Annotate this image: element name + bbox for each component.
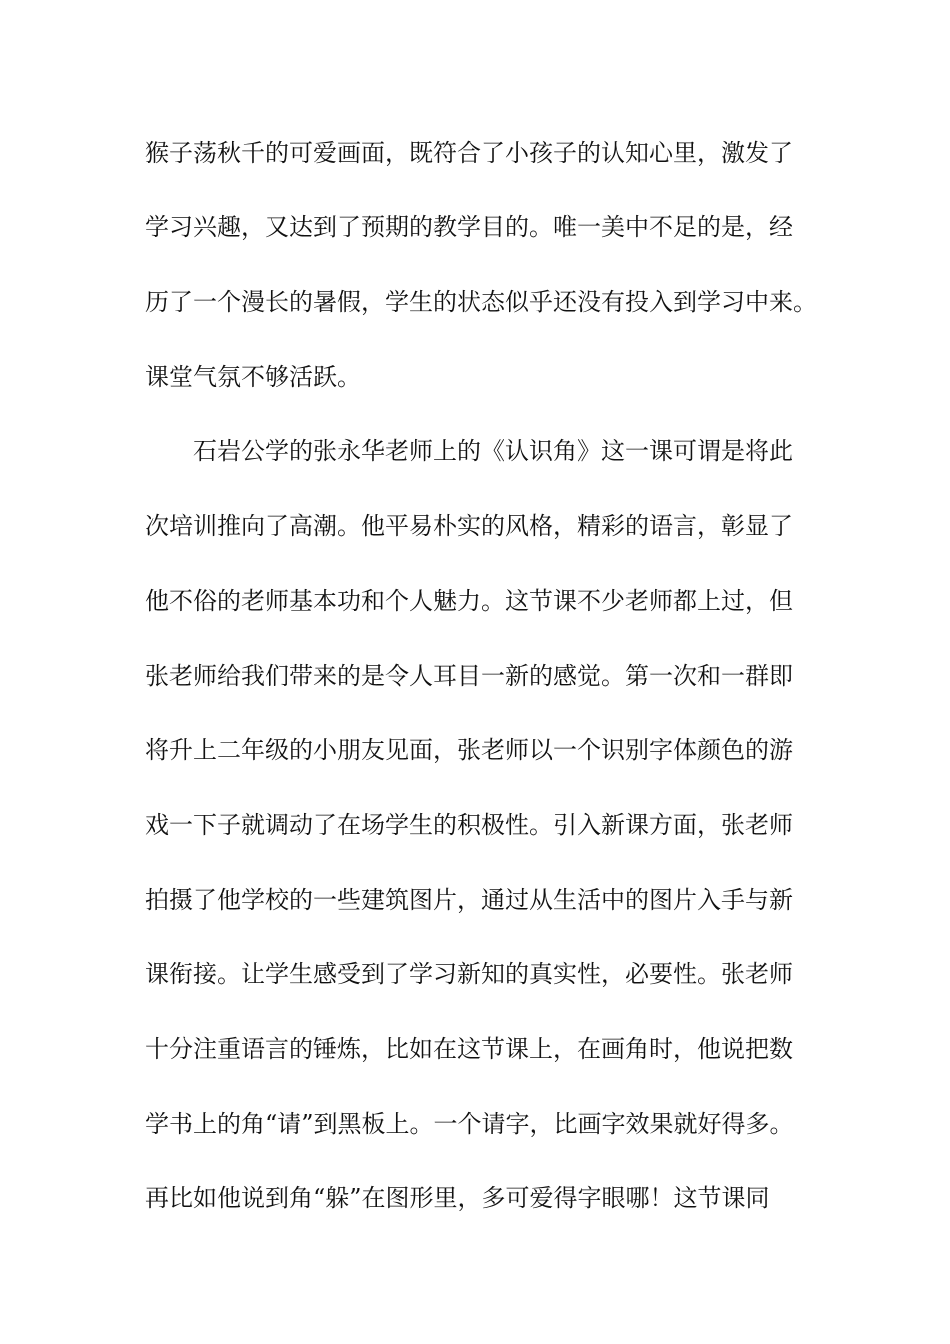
text-line-content: 历了一个漫长的暑假，学生的状态似乎还没有投入到学习中来。 [145,288,817,316]
text-line [0,880,950,920]
text-line-content: 他不俗的老师基本功和个人魅力。这节课不少老师都上过，但 [145,587,793,615]
text-line [0,1029,950,1069]
text-line [0,1178,950,1218]
text-line [0,730,950,770]
text-line [0,581,950,621]
text-line [0,805,950,845]
text-line-content: 十分注重语言的锤炼，比如在这节课上，在画角时，他说把数 [145,1035,793,1063]
text-line-content: 张老师给我们带来的是令人耳目一新的感觉。第一次和一群即 [145,662,793,690]
text-line-content: 再比如他说到角“躲”在图形里，多可爱得字眼哪！这节课同 [145,1184,770,1212]
text-line-content: 课堂气氛不够活跃。 [145,363,361,391]
text-line [0,506,950,546]
text-line [0,1104,950,1144]
text-line-content: 学习兴趣，又达到了预期的教学目的。唯一美中不足的是，经 [145,213,793,241]
text-line [0,954,950,994]
text-line [0,282,950,322]
text-line-content: 石岩公学的张永华老师上的《认识角》这一课可谓是将此 [193,437,793,465]
paragraph-first-line [0,431,950,471]
text-line [0,207,950,247]
text-line-content: 戏一下子就调动了在场学生的积极性。引入新课方面，张老师 [145,811,793,839]
text-line [0,656,950,696]
text-line-content: 猴子荡秋千的可爱画面，既符合了小孩子的认知心里，激发了 [145,139,793,167]
text-line-content: 次培训推向了高潮。他平易朴实的风格，精彩的语言，彰显了 [145,512,793,540]
text-line [0,133,950,173]
text-line-content: 学书上的角“请”到黑板上。一个请字，比画字效果就好得多。 [145,1110,794,1138]
text-line-content: 拍摄了他学校的一些建筑图片，通过从生活中的图片入手与新 [145,886,793,914]
text-line-content: 将升上二年级的小朋友见面，张老师以一个识别字体颜色的游 [145,736,793,764]
text-line-content: 课衔接。让学生感受到了学习新知的真实性，必要性。张老师 [145,960,793,988]
text-line [0,357,950,397]
